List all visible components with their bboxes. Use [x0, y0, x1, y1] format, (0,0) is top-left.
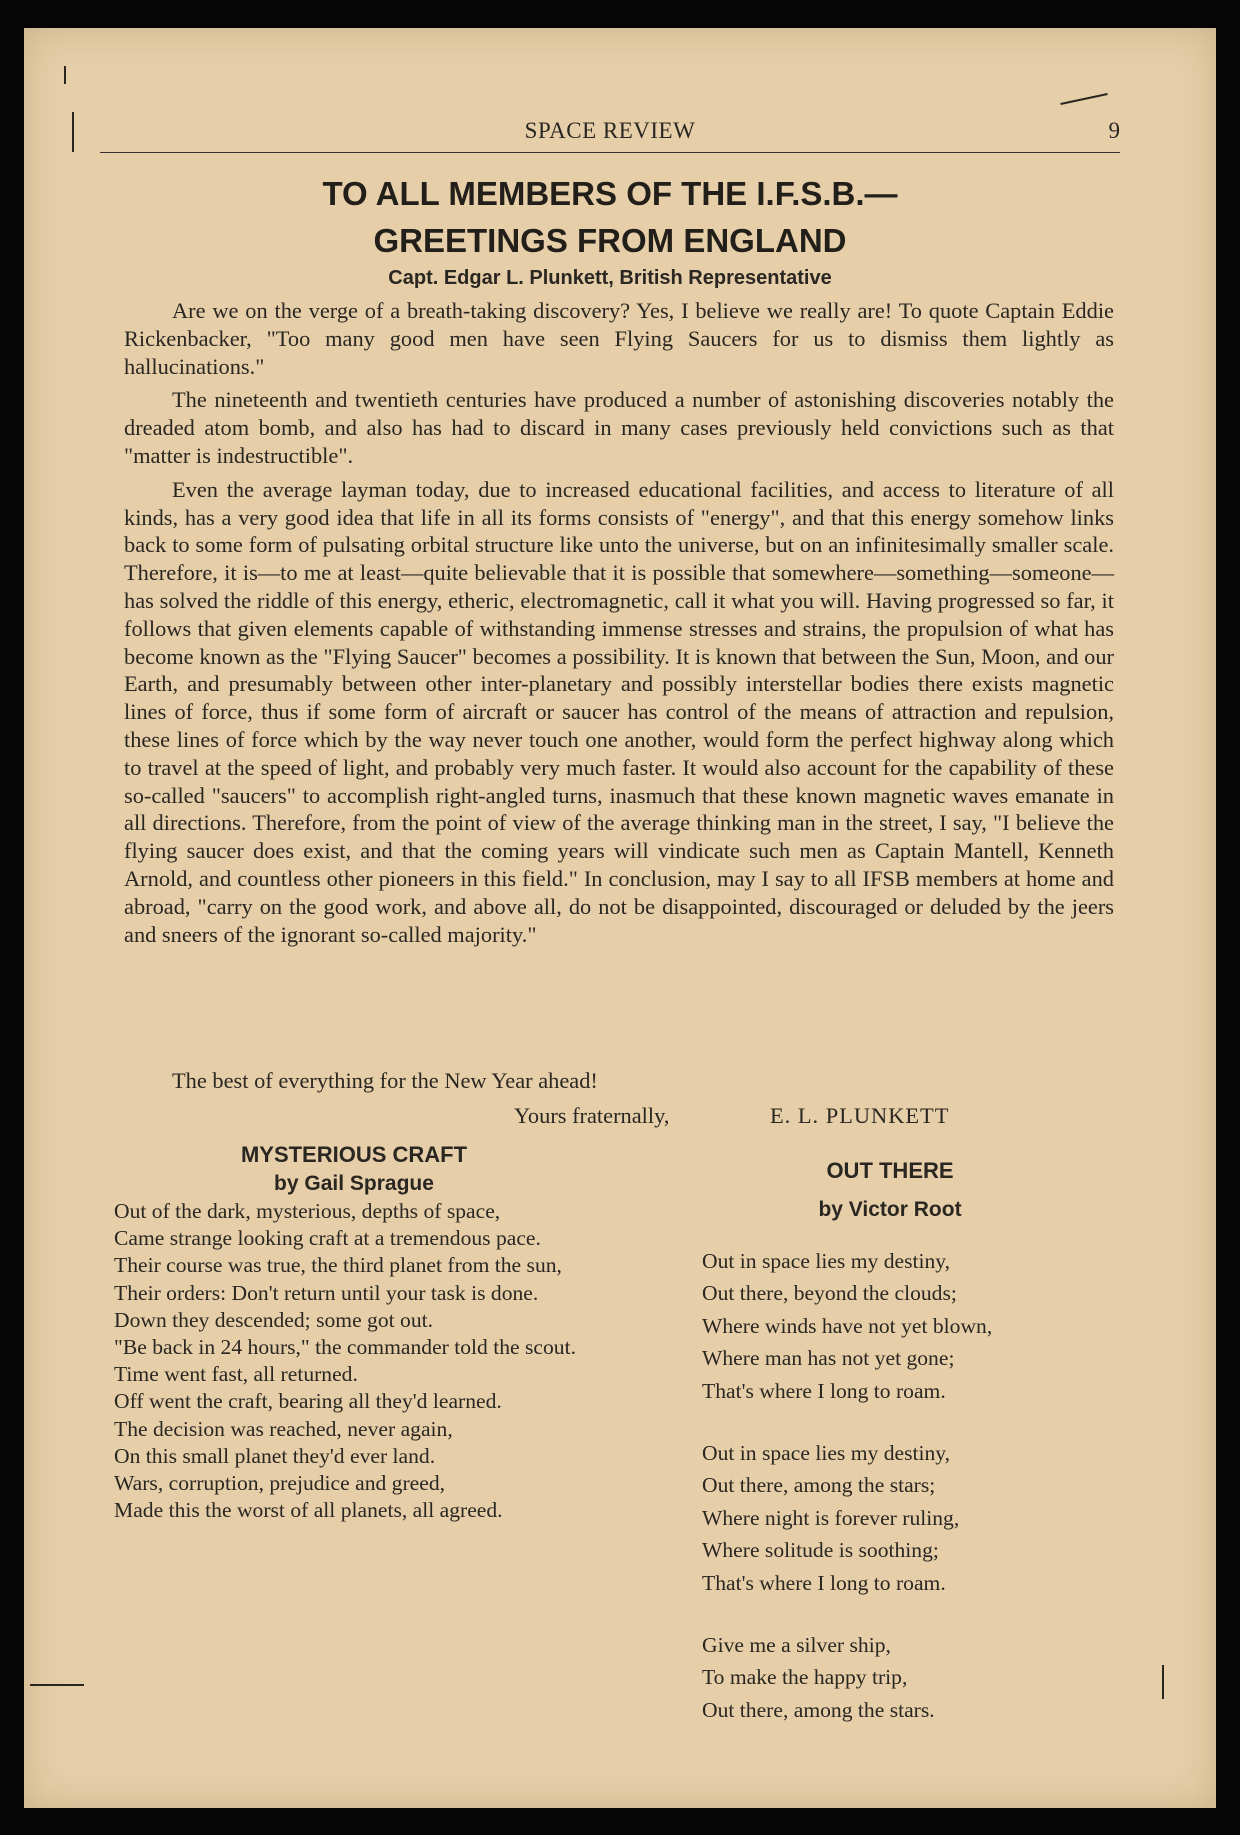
poem-line: "Be back in 24 hours," the commander told the scout.	[114, 1335, 576, 1360]
poem-line: The decision was reached, never again,	[114, 1416, 453, 1441]
page-number: 9	[1108, 118, 1120, 143]
poem2-title: OUT THERE	[826, 1158, 954, 1183]
poem-line: Down they descended; some got out.	[114, 1307, 434, 1332]
article-title-line-1: TO ALL MEMBERS OF THE I.F.S.B.—	[322, 175, 898, 212]
poem-line: That's where I long to roam.	[702, 1570, 946, 1595]
article-paragraph: Are we on the verge of a breath-taking discovery? Yes, I believe we really are! To quote Captain Eddie Rickenbacker, "Too many good men have seen Flying Saucers for us to dismiss them lightly as hallucinations."	[124, 298, 1114, 379]
magazine-name: SPACE REVIEW	[524, 118, 696, 143]
poem2-stanza-1	[702, 1245, 1122, 1407]
article-closing: The best of everything for the New Year ahead!	[172, 1068, 598, 1093]
poem-line: Where night is forever ruling,	[702, 1505, 960, 1530]
article-paragraph: Even the average layman today, due to increased educational facilities, and access to literature of all kinds, has a very good idea that life in all its forms consists of "energy", and that this energy somehow links back to some form of pulsating orbital structure like unto the universe, but on an infinitesimally smaller scale. Therefore, it is—to me at least—quite believable that it is possible that somewhere—something—someone—has solved the riddle of this energy, etheric, electromagnetic, call it what you will. Having progressed so far, it follows that given elements capable of withstanding immense stresses and strains, the propulsion of what has become known as the "Flying Saucer" becomes a possibility. It is known that between the Sun, Moon, and our Earth, and presumably between other inter-planetary and possibly interstellar bodies there exists magnetic lines of force, thus if some form of aircraft or saucer has control of the means of attraction and repulsion, these lines of force which by the way never touch one another, would form the perfect highway along which to travel at the speed of light, and probably very much faster. It would also account for the capability of these so-called "saucers" to accomplish right-angled turns, inasmuch that these known magnetic waves emanate in all directions. Therefore, from the point of view of the average thinking man in the street, I say, "I believe the flying saucer does exist, and that the coming years will vindicate such men as Captain Mantell, Kenneth Arnold, and countless other pioneers in this field." In conclusion, may I say to all IFSB members at home and abroad, "carry on the good work, and above all, do not be disappointed, discouraged or deluded by the jeers and sneers of the ignorant so-called majority."	[124, 476, 1114, 947]
paper-blemish	[30, 1684, 84, 1686]
poem-line: Out there, beyond the clouds;	[702, 1281, 957, 1306]
poem-line: Their orders: Don't return until your task is done.	[114, 1280, 539, 1305]
poem-line: That's where I long to roam.	[702, 1378, 946, 1403]
paper-blemish	[64, 66, 66, 84]
poem-line: Out of the dark, mysterious, depths of space,	[114, 1199, 501, 1223]
poem-line: Where winds have not yet blown,	[702, 1313, 993, 1338]
poem-line: To make the happy trip,	[702, 1665, 908, 1690]
article-body	[124, 297, 1114, 948]
poem-line: Out in space lies my destiny,	[702, 1441, 951, 1465]
article-byline: Capt. Edgar L. Plunkett, British Representative	[388, 267, 832, 289]
poem-line: Out there, among the stars.	[702, 1697, 935, 1722]
paper-blemish	[72, 112, 74, 152]
poem-line: Out there, among the stars;	[702, 1473, 936, 1498]
poem-line: On this small planet they'd ever land.	[114, 1443, 436, 1468]
paper-blemish	[1162, 1665, 1164, 1699]
poem-line: Out in space lies my destiny,	[702, 1249, 951, 1273]
article-title-line-2: GREETINGS FROM ENGLAND	[373, 222, 847, 259]
poem-line: Where man has not yet gone;	[702, 1346, 955, 1371]
poem1-author: by Gail Sprague	[274, 1172, 434, 1195]
article-paragraph: The nineteenth and twentieth centuries have produced a number of astonishing discoveries notably the dreaded atom bomb, and also has had to discard in many cases previously held convictions such as that "matter is indestructible".	[124, 387, 1114, 468]
poem-line: Their course was true, the third planet from the sun,	[114, 1253, 562, 1278]
poem-line: Made this the worst of all planets, all agreed.	[114, 1498, 503, 1523]
article-signature: E. L. PLUNKETT	[770, 1103, 950, 1128]
poem2-stanza-2	[702, 1437, 1122, 1599]
poem-line: Time went fast, all returned.	[114, 1362, 358, 1387]
poem-line: Off went the craft, bearing all they'd learned.	[114, 1389, 502, 1414]
poem-line: Wars, corruption, prejudice and greed,	[114, 1471, 446, 1496]
poem-line: Where solitude is soothing;	[702, 1538, 939, 1563]
poem-line: Came strange looking craft at a tremendous pace.	[114, 1226, 541, 1251]
poem2-stanza-3	[702, 1629, 1122, 1726]
poem1-body	[114, 1198, 584, 1524]
poem-line: Give me a silver ship,	[702, 1633, 891, 1657]
article-signoff: Yours fraternally,	[514, 1103, 670, 1128]
running-header	[100, 90, 1120, 153]
poem1-title: MYSTERIOUS CRAFT	[240, 1142, 468, 1167]
poem2-author: by Victor Root	[818, 1198, 962, 1221]
